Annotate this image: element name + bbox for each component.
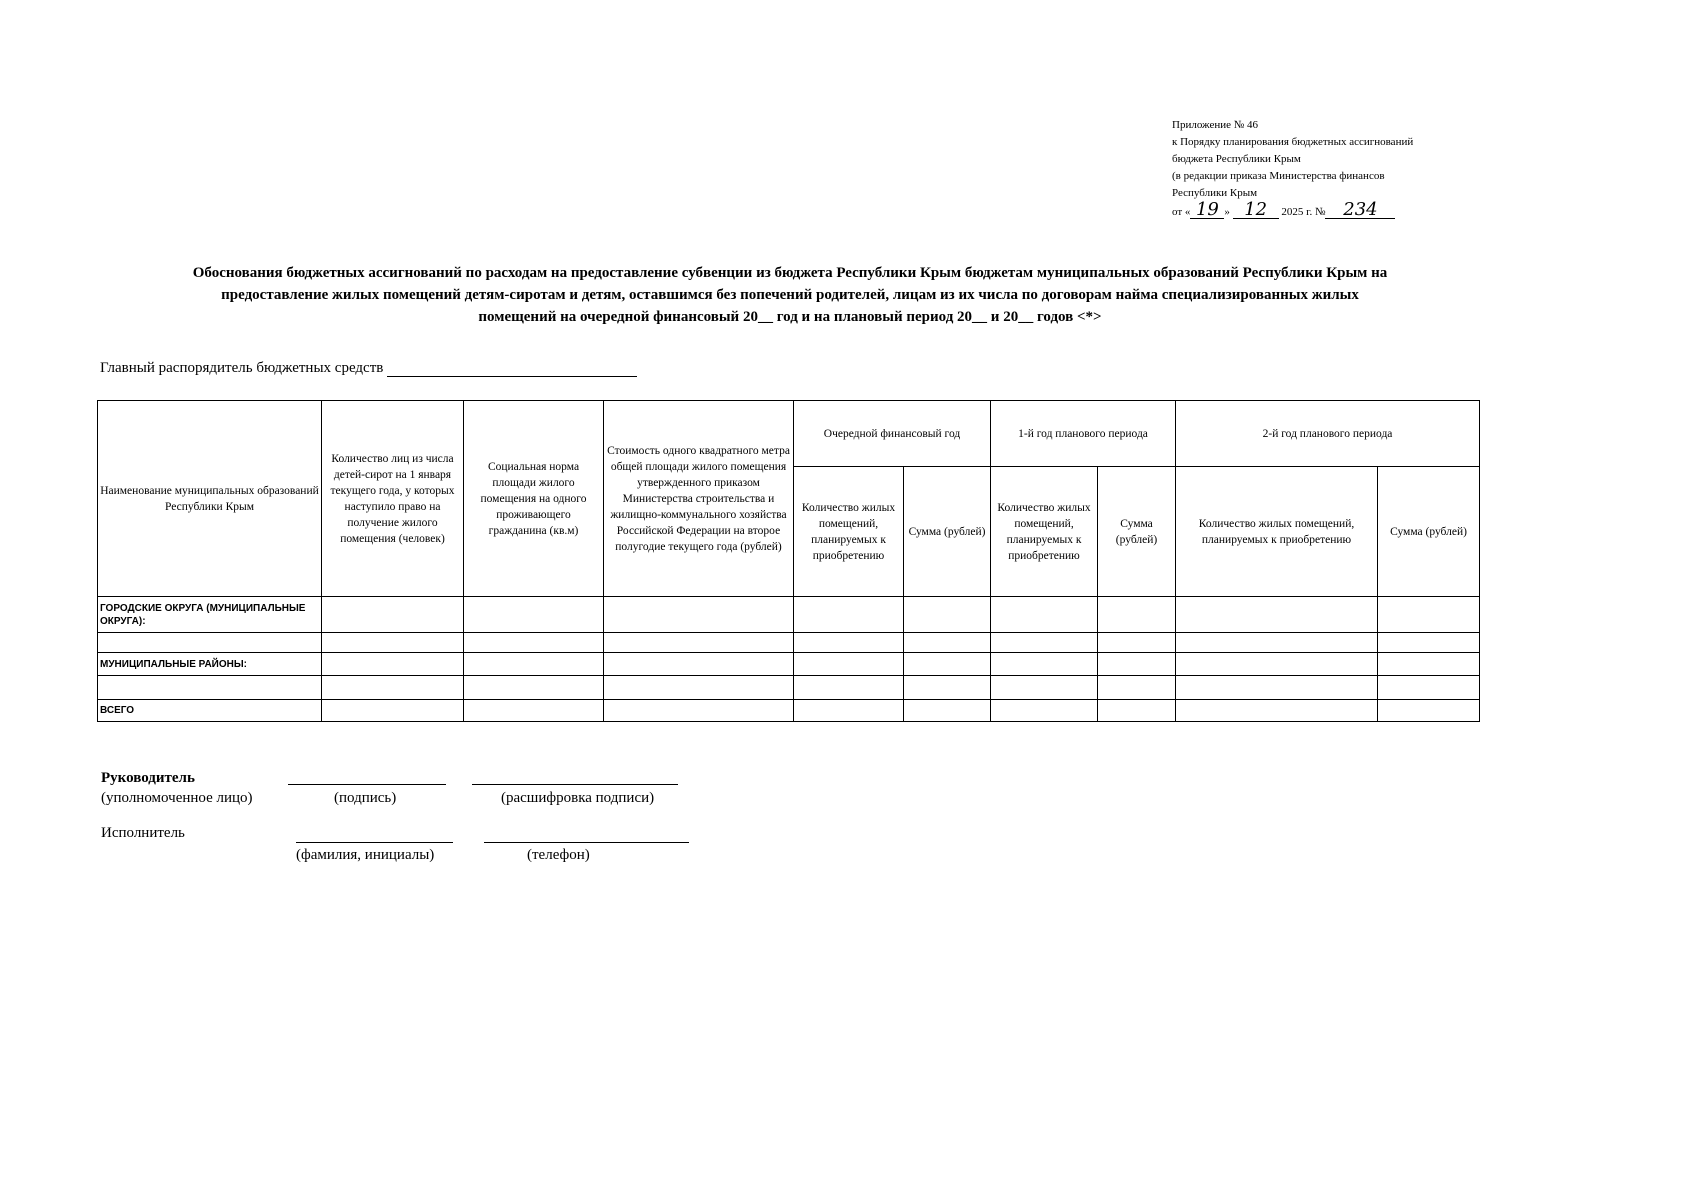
phone-caption: (телефон) [527,847,590,863]
table-cell[interactable] [1378,597,1480,633]
appendix-block [1172,117,1612,221]
appendix-order: (в редакции приказа Министерства финансов [1172,170,1385,182]
table-cell[interactable] [1378,653,1480,676]
table-cell[interactable] [991,676,1098,700]
table-cell[interactable] [904,653,991,676]
table-cell[interactable] [464,597,604,633]
budget-table [97,400,1480,722]
table-cell[interactable] [991,653,1098,676]
handwritten-number: 234 [1325,202,1395,219]
table-cell[interactable] [1098,676,1176,700]
table-row [98,676,1480,700]
sub-header-sum-3: Сумма (рублей) [1378,467,1480,597]
appendix-republic: Республики Крым [1172,187,1258,199]
table-cell[interactable] [322,653,464,676]
table-cell[interactable] [1098,653,1176,676]
head-decoding-line[interactable] [472,784,678,785]
main-manager-field[interactable] [387,362,637,377]
table-cell[interactable] [1098,597,1176,633]
decoding-caption: (расшифровка подписи) [501,790,655,806]
table-cell[interactable] [794,676,904,700]
handwritten-month: 12 [1233,202,1279,219]
table-cell[interactable] [98,676,322,700]
table-cell[interactable] [904,700,991,722]
col-header-norm: Социальная норма площади жилого помещения на одного проживающего гражданина (кв.м) [464,401,604,597]
table-row [98,597,1480,633]
sub-header-sum-2: Сумма (рублей) [1098,467,1176,597]
date-prefix: от « [1172,206,1191,218]
head-label: Руководитель [101,770,195,786]
table-row [98,633,1480,653]
document-title [90,262,1490,328]
head-sublabel: (уполномоченное лицо) [101,790,253,806]
main-manager-label: Главный распорядитель бюджетных средств [100,360,384,376]
table-cell[interactable] [1176,676,1378,700]
group-header-plan-year-1: 1-й год планового периода [991,401,1176,467]
table-cell[interactable] [604,633,794,653]
table-cell[interactable] [1378,633,1480,653]
table-cell[interactable] [794,700,904,722]
col-header-count: Количество лиц из числа детей-сирот на 1 января текущего года, у которых наступило право на получение жилого помещения (человек) [322,401,464,597]
executor-name-line[interactable] [296,842,453,843]
row-label-urban-districts: ГОРОДСКИЕ ОКРУГА (МУНИЦИПАЛЬНЫЕ ОКРУГА): [98,597,322,633]
table-cell[interactable] [991,597,1098,633]
table-cell[interactable] [991,633,1098,653]
date-year: 2025 г. № [1281,206,1326,218]
sub-header-qty-3: Количество жилых помещений, планируемых к приобретению [1176,467,1378,597]
table-cell[interactable] [991,700,1098,722]
row-label-total: ВСЕГО [98,700,322,722]
title-line-1: Обоснования бюджетных ассигнований по расходам на предоставление субвенции из бюджета Республики Крым бюджетам муниципальных образований Республики Крым на [192,265,1388,281]
table-row [98,653,1480,676]
title-line-2: предоставление жилых помещений детям-сиротам и детям, оставшимся без попечений родителей, лицам из их числа по договорам найма специализированных жилых [221,287,1359,303]
executor-label: Исполнитель [101,825,185,841]
handwritten-day: 19 [1190,202,1224,219]
table-cell[interactable] [322,700,464,722]
table-cell[interactable] [1176,597,1378,633]
table-cell[interactable] [604,653,794,676]
col-header-name: Наименование муниципальных образований Республики Крым [98,401,322,597]
table-cell[interactable] [1378,676,1480,700]
signature-caption: (подпись) [334,790,397,806]
group-header-current-year: Очередной финансовый год [794,401,991,467]
col-header-cost: Стоимость одного квадратного метра общей площади жилого помещения утвержденного приказом Министерства строительства и жилищно-коммунального хозяйства Российской Федерации на второе полугодие текущего года (рублей) [604,401,794,597]
sub-header-qty-2: Количество жилых помещений, планируемых к приобретению [991,467,1098,597]
table-cell[interactable] [1176,633,1378,653]
appendix-number: Приложение № 46 [1172,119,1259,131]
appendix-date [1172,199,1612,221]
table-cell[interactable] [904,597,991,633]
table-cell[interactable] [322,633,464,653]
table-cell[interactable] [1176,700,1378,722]
table-cell[interactable] [604,597,794,633]
sub-header-qty-1: Количество жилых помещений, планируемых к приобретению [794,467,904,597]
table-cell[interactable] [464,700,604,722]
table-cell[interactable] [98,633,322,653]
appendix-budget: бюджета Республики Крым [1172,153,1301,165]
table-cell[interactable] [322,597,464,633]
date-mid: » [1224,206,1230,218]
group-header-plan-year-2: 2-й год планового периода [1176,401,1480,467]
table-cell[interactable] [604,676,794,700]
table-cell[interactable] [1176,653,1378,676]
table-cell[interactable] [1098,633,1176,653]
table-cell[interactable] [604,700,794,722]
head-signature-line[interactable] [288,784,446,785]
table-cell[interactable] [464,653,604,676]
table-cell[interactable] [904,633,991,653]
table-cell[interactable] [794,633,904,653]
main-manager [100,360,637,377]
table-cell[interactable] [322,676,464,700]
table-cell[interactable] [904,676,991,700]
table-cell[interactable] [1378,700,1480,722]
sub-header-sum-1: Сумма (рублей) [904,467,991,597]
table-cell[interactable] [1098,700,1176,722]
table-row [98,700,1480,722]
table-cell[interactable] [464,676,604,700]
table-cell[interactable] [794,653,904,676]
row-label-municipal-districts: МУНИЦИПАЛЬНЫЕ РАЙОНЫ: [98,653,322,676]
appendix-ref: к Порядку планирования бюджетных ассигнований [1172,136,1414,148]
table-cell[interactable] [794,597,904,633]
name-caption: (фамилия, инициалы) [296,847,435,863]
executor-phone-line[interactable] [484,842,689,843]
table-cell[interactable] [464,633,604,653]
title-line-3: помещений на очередной финансовый 20__ год и на плановый период 20__ и 20__ годов <*> [478,309,1102,325]
